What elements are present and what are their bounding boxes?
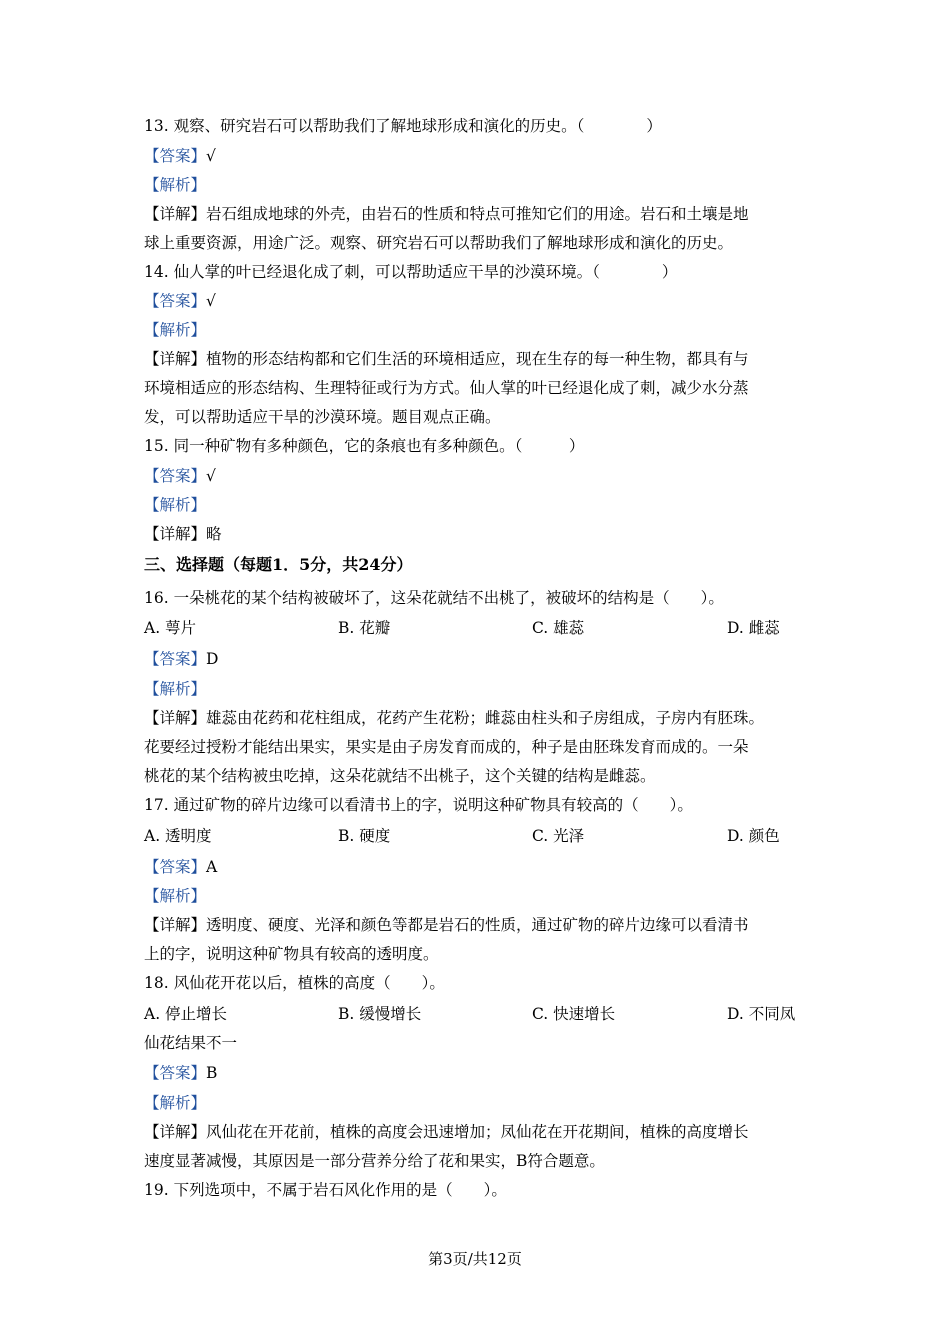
answer-value: √	[206, 147, 216, 165]
detail-tag: 【详解】	[144, 916, 207, 934]
answer-value: B	[206, 1064, 218, 1082]
detail-14-line-1: 【详解】植物的形态结构都和它们生活的环境相适应，现在生存的每一种生物，都具有与	[144, 350, 749, 368]
answer-tag: 【答案】	[144, 650, 207, 668]
detail-18-line-1: 【详解】风仙花在开花前，植株的高度会迅速增加；凤仙花在开花期间，植株的高度增长	[144, 1123, 749, 1141]
answer-16	[144, 649, 218, 669]
question-16: 16. 一朵桃花的某个结构被破坏了，这朵花就结不出桃了，被破坏的结构是（ ）。	[144, 589, 724, 607]
option-c: C. 光泽	[532, 827, 585, 845]
detail-13-line-2: 球上重要资源，用途广泛。观察、研究岩石可以帮助我们了解地球形成和演化的历史。	[144, 234, 734, 252]
detail-16-line-3: 桃花的某个结构被虫吃掉，这朵花就结不出桃子，这个关键的结构是雌蕊。	[144, 767, 656, 785]
option-d-wrap: 仙花结果不一	[144, 1034, 238, 1052]
question-14: 14. 仙人掌的叶已经退化成了刺，可以帮助适应干旱的沙漠环境。（ ）	[144, 263, 678, 281]
section-heading: 三、选择题（每题1．5分，共24分）	[144, 555, 413, 574]
answer-15	[144, 466, 216, 486]
answer-tag: 【答案】	[144, 292, 207, 310]
detail-14-line-3: 发，可以帮助适应干旱的沙漠环境。题目观点正确。	[144, 408, 501, 426]
option-c: C. 快速增长	[532, 1005, 616, 1023]
answer-13	[144, 146, 216, 166]
detail-tag: 【详解】	[144, 1123, 207, 1141]
detail-18-line-2: 速度显著减慢，其原因是一部分营养分给了花和果实，B符合题意。	[144, 1152, 605, 1170]
detail-16-line-2: 花要经过授粉才能结出果实，果实是由子房发育而成的，种子是由胚珠发育而成的。一朵	[144, 738, 749, 756]
answer-18	[144, 1063, 217, 1083]
option-b: B. 硬度	[338, 827, 391, 845]
answer-17	[144, 857, 217, 877]
analysis-tag: 【解析】	[144, 680, 207, 698]
answer-tag: 【答案】	[144, 1064, 207, 1082]
option-d: D. 雌蕊	[727, 619, 780, 637]
answer-value: √	[206, 292, 216, 310]
answer-14	[144, 291, 216, 311]
answer-value: √	[206, 467, 216, 485]
option-a: A. 萼片	[144, 619, 197, 637]
detail-tag: 【详解】	[144, 525, 207, 543]
detail-17-line-2: 上的字，说明这种矿物具有较高的透明度。	[144, 945, 439, 963]
analysis-tag: 【解析】	[144, 321, 207, 339]
answer-tag: 【答案】	[144, 147, 207, 165]
detail-13-line-1: 【详解】岩石组成地球的外壳，由岩石的性质和特点可推知它们的用途。岩石和土壤是地	[144, 205, 749, 223]
answer-value: D	[206, 650, 219, 668]
detail-17-line-1: 【详解】透明度、硬度、光泽和颜色等都是岩石的性质，通过矿物的碎片边缘可以看清书	[144, 916, 749, 934]
analysis-tag: 【解析】	[144, 1094, 207, 1112]
page-footer: 第3页/共12页	[428, 1250, 522, 1268]
answer-tag: 【答案】	[144, 858, 207, 876]
analysis-16	[144, 679, 206, 699]
detail-tag: 【详解】	[144, 205, 207, 223]
analysis-13	[144, 175, 206, 195]
question-17: 17. 通过矿物的碎片边缘可以看清书上的字，说明这种矿物具有较高的（ ）。	[144, 796, 693, 814]
option-a: A. 停止增长	[144, 1005, 228, 1023]
option-b: B. 花瓣	[338, 619, 391, 637]
detail-tag: 【详解】	[144, 350, 207, 368]
analysis-tag: 【解析】	[144, 496, 207, 514]
detail-15: 【详解】略	[144, 525, 222, 543]
option-b: B. 缓慢增长	[338, 1005, 422, 1023]
analysis-tag: 【解析】	[144, 176, 207, 194]
question-18: 18. 风仙花开花以后，植株的高度（ ）。	[144, 974, 445, 992]
analysis-18	[144, 1093, 206, 1113]
analysis-14	[144, 320, 206, 340]
answer-tag: 【答案】	[144, 467, 207, 485]
question-13: 13. 观察、研究岩石可以帮助我们了解地球形成和演化的历史。（ ）	[144, 117, 662, 135]
answer-value: A	[206, 858, 218, 876]
option-a: A. 透明度	[144, 827, 212, 845]
detail-16-line-1: 【详解】雄蕊由花药和花柱组成，花药产生花粉；雌蕊由柱头和子房组成，子房内有胚珠。	[144, 709, 765, 727]
question-19: 19. 下列选项中，不属于岩石风化作用的是（ ）。	[144, 1181, 507, 1199]
detail-tag: 【详解】	[144, 709, 207, 727]
option-d: D. 不同凤	[727, 1005, 796, 1023]
analysis-tag: 【解析】	[144, 887, 207, 905]
analysis-15	[144, 495, 206, 515]
option-d: D. 颜色	[727, 827, 780, 845]
question-15: 15. 同一种矿物有多种颜色，它的条痕也有多种颜色。（ ）	[144, 437, 585, 455]
analysis-17	[144, 886, 206, 906]
detail-14-line-2: 环境相适应的形态结构、生理特征或行为方式。仙人掌的叶已经退化成了刺，减少水分蒸	[144, 379, 749, 397]
option-c: C. 雄蕊	[532, 619, 585, 637]
